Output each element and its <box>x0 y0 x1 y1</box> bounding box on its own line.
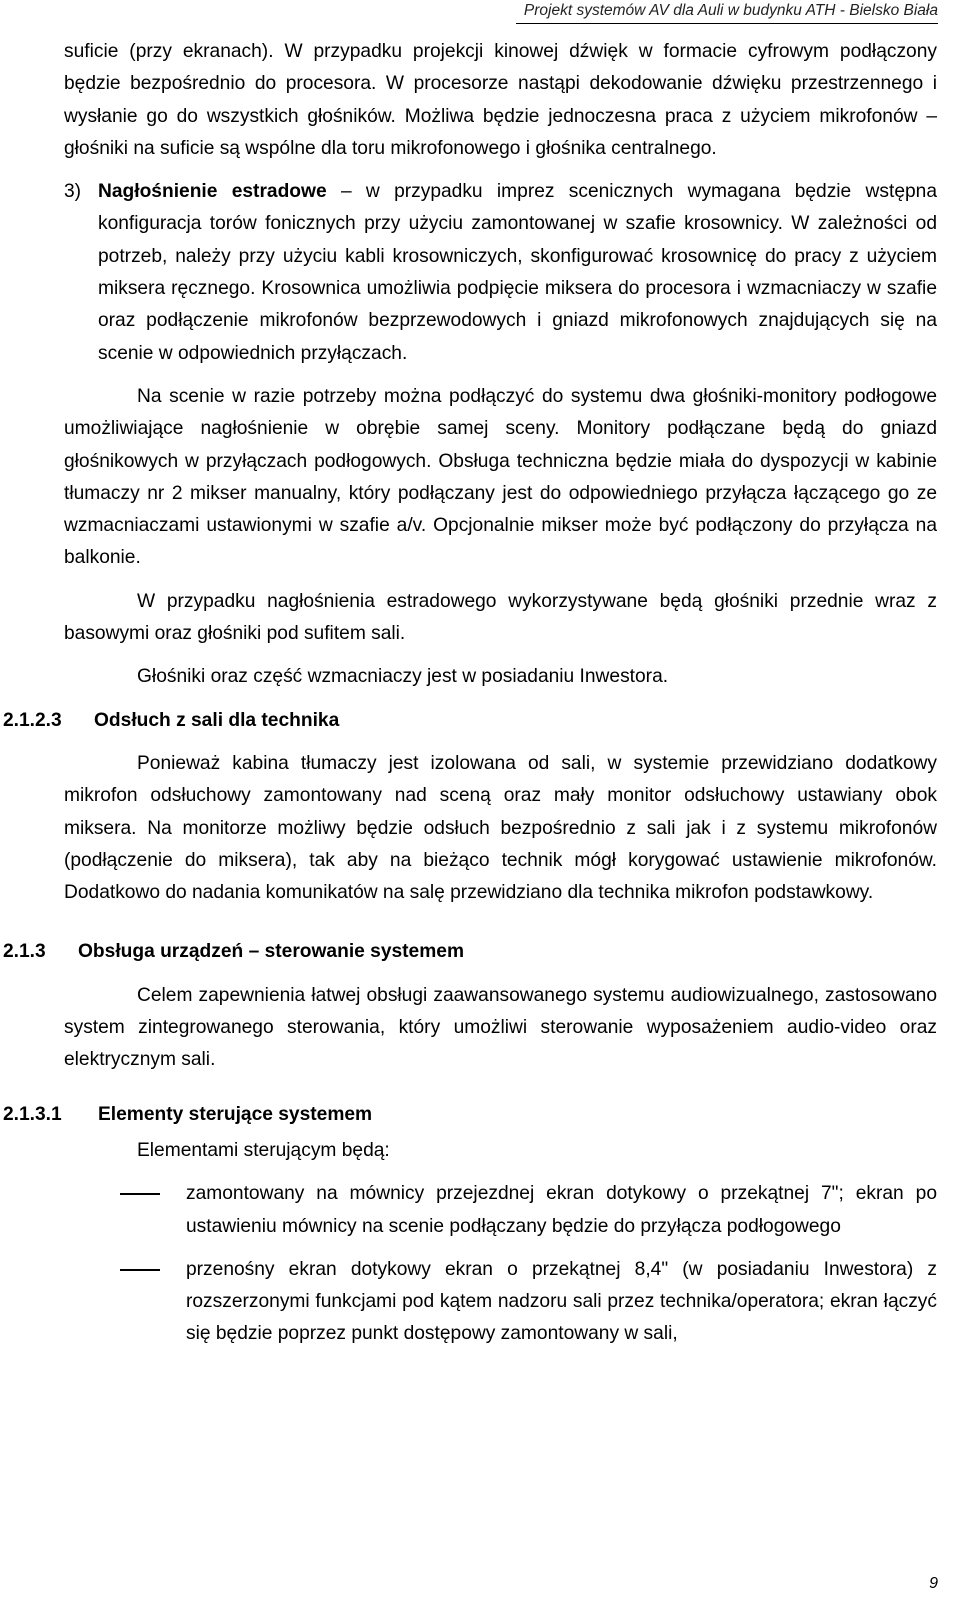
paragraph-control-system: Celem zapewnienia łatwej obsługi zaawansowanego systemu audiowizualnego, zastosowano system zintegrowanego sterowania, który umożliwi sterowanie wyposażeniem audio-video oraz elektrycznym sali. <box>64 984 937 1071</box>
list-item-bold-term: Nagłośnienie estradowe <box>98 181 327 203</box>
paragraph-monitoring: Ponieważ kabina tłumaczy jest izolowana od sali, w systemie przewidziano dodatkowy mikrofon odsłuchowy zamontowany nad sceną oraz mały monitor odsłuchowy ustawiany obok miksera. Na monitorze możliwy będzie odsłuch bezpośrednio z sali jak i z systemu mikrofonów (podłączenie do miksera), tak aby na bieżąco technik mógł korygować ustawienie mikrofonów. Dodatkowo do nadania komunikatów na salę przewidziano dla technika mikrofon podstawkowy. <box>64 752 937 904</box>
list-item <box>64 1254 937 1351</box>
section-number: 2.1.2.3 <box>3 709 62 731</box>
list-item-text: zamontowany na mównicy przejezdnej ekran dotykowy o przekątnej 7"; ekran po ustawieniu mównicy na scenie podłączany będzie do przyłącza podłogowego <box>186 1183 937 1237</box>
control-elements-list <box>64 1178 937 1350</box>
paragraph-elements-intro: Elementami sterującym będą: <box>137 1139 390 1161</box>
section-heading-monitoring <box>3 705 937 737</box>
list-item-number: 3) <box>64 181 82 203</box>
section-number: 2.1.3.1 <box>3 1103 62 1125</box>
list-item-stage-sound <box>64 176 937 370</box>
section-title: Elementy sterujące systemem <box>98 1103 373 1125</box>
document-body <box>3 36 937 1351</box>
section-title: Obsługa urządzeń – sterowanie systemem <box>78 941 465 963</box>
page-number: 9 <box>929 1575 938 1592</box>
section-heading-control <box>3 936 937 968</box>
section-number: 2.1.3 <box>3 941 46 963</box>
list-item <box>64 1178 937 1243</box>
list-item-text: – w przypadku imprez scenicznych wymagana będzie wstępna konfiguracja torów fonicznych przy użyciu zamontowanej w szafie krosownicy. W zależności od potrzeb, należy przy użyciu kabli krosowniczych, skonfigurować krosownicę do pracy z użyciem miksera ręcznego. Krosownica umożliwia podpięcie miksera do procesora i wzmacniaczy w szafie oraz podłączenie mikrofonów bezprzewodowych i gniazd mikrofonowych znajdujących się na scenie w odpowiednich przyłączach. <box>98 181 937 364</box>
dash-bullet-icon <box>64 1178 186 1243</box>
dash-bullet-icon <box>64 1254 186 1351</box>
section-title: Odsłuch z sali dla technika <box>94 709 340 731</box>
paragraph-investor-speakers: Głośniki oraz część wzmacniaczy jest w posiadaniu Inwestora. <box>137 666 669 688</box>
section-heading-control-elements <box>3 1099 937 1131</box>
page-header: Projekt systemów AV dla Auli w budynku ATH - Bielsko Biała <box>516 0 938 24</box>
paragraph-stage-monitors: Na scenie w razie potrzeby można podłączyć do systemu dwa głośniki-monitory podłogowe umożliwiające nagłośnienie w obrębie samej sceny. Monitory podłączane będą do gniazd głośnikowych w przyłączach podłogowych. Obsługa techniczna będzie miała do dyspozycji w kabinie tłumaczy nr 2 mikser manualny, który podłączany jest do odpowiedniego przyłącza łączącego go ze wzmacniaczami ustawionymi w szafie a/v. Opcjonalnie mikser może być podłączony do przyłącza na balkonie. <box>64 385 937 569</box>
paragraph-front-speakers: W przypadku nagłośnienia estradowego wykorzystywane będą głośniki przednie wraz z basowymi oraz głośniki pod sufitem sali. <box>64 590 937 645</box>
paragraph-surround-sound: suficie (przy ekranach). W przypadku projekcji kinowej dźwięk w formacie cyfrowym podłączony będzie bezpośrednio do procesora. W procesorze nastąpi dekodowanie dźwięku przestrzennego i wysłanie go do wszystkich głośników. Możliwa będzie jednoczesna praca z użyciem mikrofonów – głośniki na suficie są wspólne dla toru mikrofonowego i głośnika centralnego. <box>64 41 937 159</box>
list-item-text: przenośny ekran dotykowy ekran o przekątnej 8,4" (w posiadaniu Inwestora) z rozszerzonymi funkcjami pod kątem nadzoru sali przez technika/operatora; ekran łączyć się będzie poprzez punkt dostępowy zamontowany w sali, <box>186 1258 937 1345</box>
list-item-body <box>98 176 937 370</box>
